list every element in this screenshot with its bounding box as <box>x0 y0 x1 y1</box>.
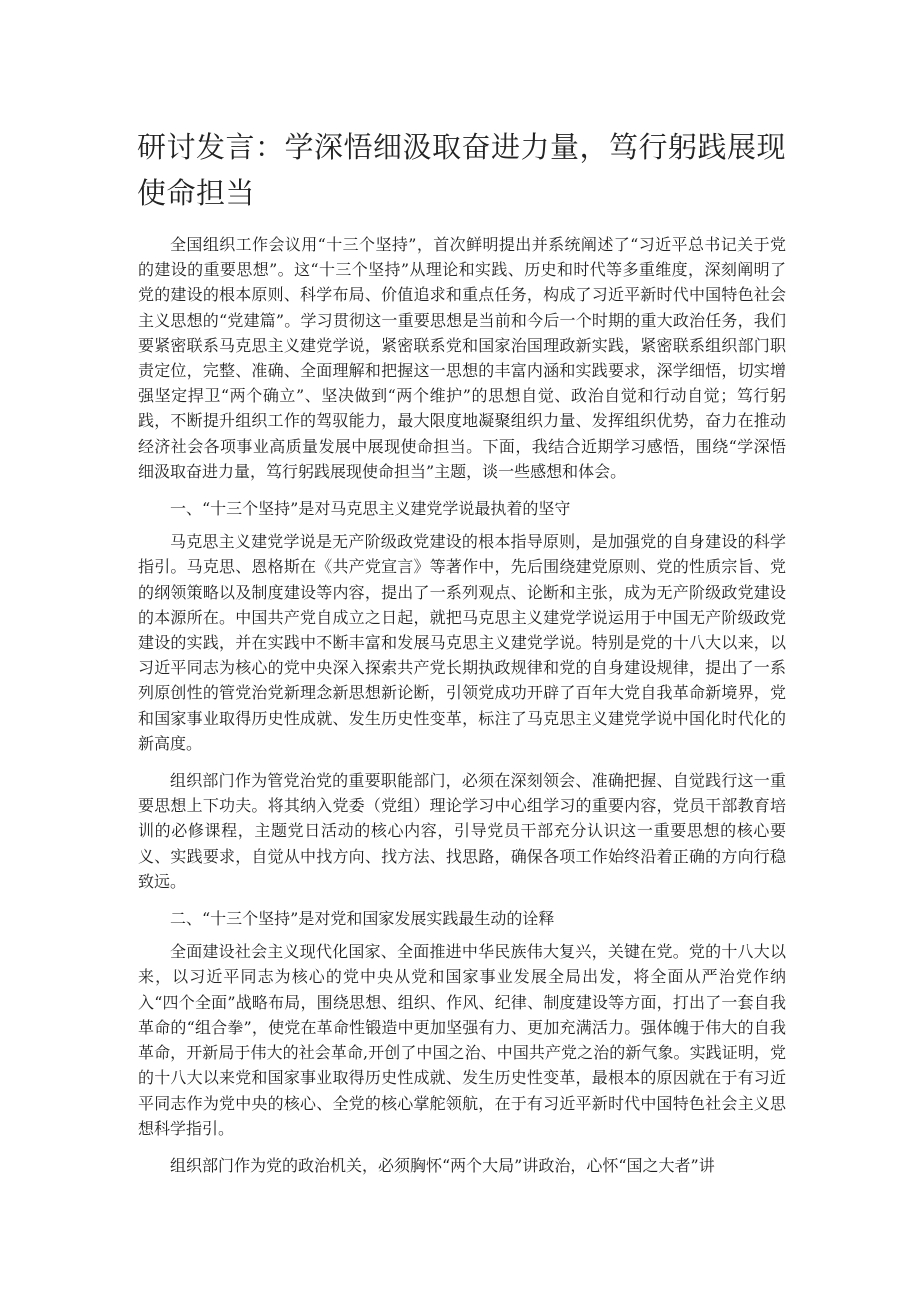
body-paragraph: 组织部门作为管党治党的重要职能部门，必须在深刻领会、准确把握、自觉践行这一重要思想上下功夫。将其纳入党委（党组）理论学习中心组学习的重要内容，党员干部教育培训的必修课程，主题党日活动的核心内容，引导党员干部充分认识这一重要思想的核心要义、实践要求，自觉从中找方向、找方法、找思路，确保各项工作始终沿着正确的方向行稳致远。 <box>138 771 786 891</box>
body-paragraph: 全面建设社会主义现代化国家、全面推进中华民族伟大复兴，关键在党。党的十八大以来，以习近平同志为核心的党中央从党和国家事业发展全局出发，将全面从严治党作纳入“四个全面”战略布局，围绕思想、组织、作风、纪律、制度建设等方面，打出了一套自我革命的“组合拳”，使党在革命性锻造中更加坚强有力、更加充满活力。强体魄于伟大的自我革命，开新局于伟大的社会革命,开创了中国之治、中国共产党之治的新气象。实践证明，党的十八大以来党和国家事业取得历史性成就、发生历史性变革，最根本的原因就在于有习近平同志作为党中央的核心、全党的核心掌舵领航，在于有习近平新时代中国特色社会主义思想科学指引。 <box>138 942 786 1138</box>
body-paragraph: 组织部门作为党的政治机关，必须胸怀“两个大局”讲政治，心怀“国之大者”讲 <box>170 1155 715 1175</box>
section-heading-2: 二、“十三个坚持”是对党和国家发展实践最生动的诠释 <box>170 909 555 929</box>
section-heading-1: 一、“十三个坚持”是对马克思主义建党学说最执着的坚守 <box>170 499 571 519</box>
body-paragraph: 马克思主义建党学说是无产阶级政党建设的根本指导原则，是加强党的自身建设的科学指引。马克思、恩格斯在《共产党宣言》等著作中，先后围绕建党原则、党的性质宗旨、党的纲领策略以及制度建设等内容，提出了一系列观点、论断和主张，成为无产阶级政党建设的本源所在。中国共产党自成立之日起，就把马克思主义建党学说运用于中国无产阶级政党建设的实践，并在实践中不断丰富和发展马克思主义建党学说。特别是党的十八大以来，以习近平同志为核心的党中央深入探索共产党长期执政规律和党的自身建设规律，提出了一系列原创性的管党治党新理念新思想新论断，引领党成功开辟了百年大党自我革命新境界，党和国家事业取得历史性成就、发生历史性变革，标注了马克思主义建党学说中国化时代化的新高度。 <box>138 532 786 753</box>
document-title: 研讨发言：学深悟细汲取奋进力量，笃行躬践展现使命担当 <box>137 130 787 210</box>
intro-paragraph: 全国组织工作会议用“十三个坚持”，首次鲜明提出并系统阐述了“习近平总书记关于党的建设的重要思想”。这“十三个坚持”从理论和实践、历史和时代等多重维度，深刻阐明了党的建设的根本原则、科学布局、价值追求和重点任务，构成了习近平新时代中国特色社会主义思想的“党建篇”。学习贯彻这一重要思想是当前和今后一个时期的重大政治任务，我们要紧密联系马克思主义建党学说，紧密联系党和国家治国理政新实践，紧密联系组织部门职责定位，完整、准确、全面理解和把握这一思想的丰富内涵和实践要求，深学细悟，切实增强坚定捍卫“两个确立”、坚决做到“两个维护”的思想自觉、政治自觉和行动自觉；笃行躬践，不断提升组织工作的驾驭能力，最大限度地凝聚组织力量、发挥组织优势，奋力在推动经济社会各项事业高质量发展中展现使命担当。下面，我结合近期学习感悟，围绕“学深悟细汲取奋进力量，笃行躬践展现使命担当”主题，谈一些感想和体会。 <box>138 235 786 481</box>
document-body <box>138 232 786 1178</box>
